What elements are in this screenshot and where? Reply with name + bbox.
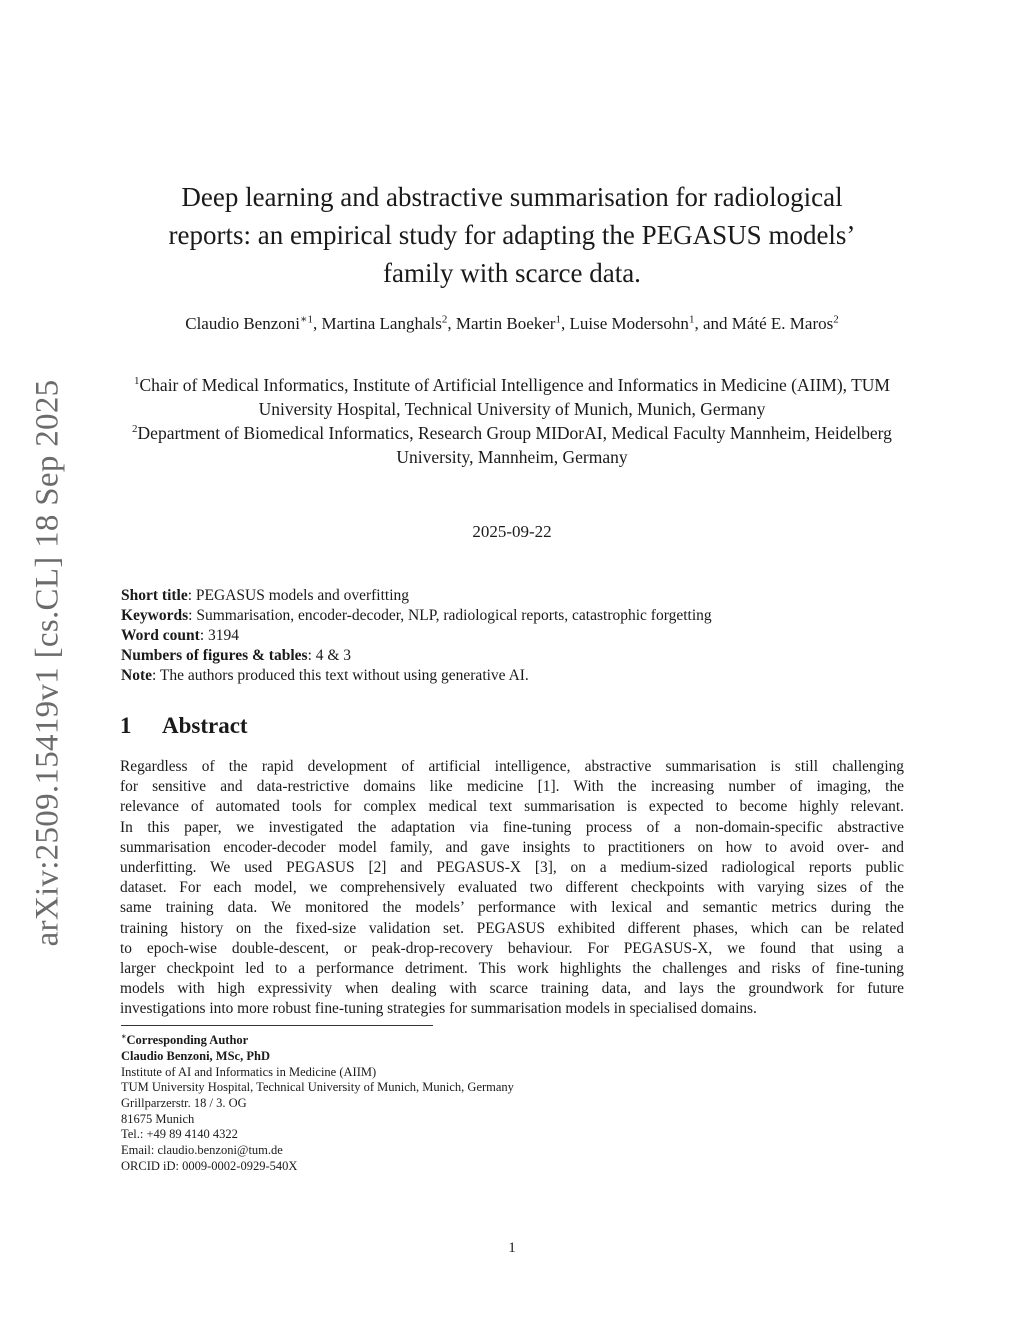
meta-label: Word count <box>121 627 200 644</box>
abstract-line: investigations into more robust fine-tuning strategies for summarisation models in specialised domains. <box>120 1000 757 1018</box>
title-line: Deep learning and abstractive summarisation for radiological <box>181 182 843 212</box>
author-affiliation-marker: ∗1 <box>299 313 313 326</box>
footnote-divider <box>121 1025 433 1026</box>
meta-row <box>121 626 712 646</box>
meta-label: Numbers of figures & tables <box>121 647 308 664</box>
abstract-line: relevance of automated tools for complex medical text summarisation is expected to become highly relevant. <box>120 798 904 816</box>
footnote-heading-line <box>121 1029 514 1049</box>
meta-row <box>121 666 712 686</box>
abstract-line: summarisation encoder-decoder model family, and gave insights to practitioners on how to avoid over- and <box>120 838 904 856</box>
abstract-line: training history on the fixed-size validation set. PEGASUS exhibited different phases, which can be related <box>120 919 904 937</box>
author-affiliation-marker: 2 <box>441 313 448 326</box>
affiliations <box>130 373 894 469</box>
corresponding-author-footnote <box>121 1029 514 1174</box>
meta-row <box>121 606 712 626</box>
meta-value: : The authors produced this text without using generative AI. <box>152 667 529 684</box>
affiliation-marker: 2 <box>132 423 138 436</box>
meta-value: : 3194 <box>199 627 239 644</box>
meta-label: Keywords <box>121 607 189 624</box>
author-name: , Martin Boeker <box>447 314 556 333</box>
paper-title <box>0 178 1024 292</box>
abstract-body <box>120 757 904 1020</box>
footnote-heading: Corresponding Author <box>126 1033 249 1048</box>
author-affiliation-marker: 1 <box>555 313 561 326</box>
affiliation-item <box>130 421 894 469</box>
affiliation-item <box>130 373 894 421</box>
abstract-line: Regardless of the rapid development of artificial intelligence, abstractive summarisation is still challenging <box>120 758 904 775</box>
footnote-author-name: Claudio Benzoni, MSc, PhD <box>121 1048 270 1063</box>
footnote-marker: ∗ <box>121 1032 127 1041</box>
author-list <box>120 312 904 336</box>
abstract-line: dataset. For each model, we comprehensively evaluated two different checkpoints with varying sizes of the <box>120 879 904 897</box>
title-line: reports: an empirical study for adapting the PEGASUS models’ <box>168 220 856 250</box>
abstract-line: for sensitive and data-restrictive domains like medicine [1]. With the increasing number of imaging, the <box>120 778 904 796</box>
footnote-line: Tel.: +49 89 4140 4322 <box>121 1127 238 1142</box>
publication-date: 2025-09-22 <box>472 522 552 541</box>
arxiv-identifier-stamp: arXiv:2509.15419v1 [cs.CL] 18 Sep 2025 <box>29 379 66 947</box>
author-name: , Luise Modersohn <box>560 314 689 333</box>
title-line: family with scarce data. <box>383 258 641 288</box>
author-name: , Martina Langhals <box>312 314 442 333</box>
abstract-line: larger checkpoint led to a performance detriment. This work highlights the challenges and risks of fine-tuning <box>120 960 904 978</box>
footnote-line: 81675 Munich <box>121 1111 195 1126</box>
author-affiliation-marker: 1 <box>688 313 695 326</box>
meta-value: : PEGASUS models and overfitting <box>187 587 410 604</box>
footnote-email: Email: claudio.benzoni@tum.de <box>121 1143 283 1158</box>
author-name: , and Máté E. Maros <box>694 314 834 333</box>
meta-label: Note <box>121 667 152 684</box>
page-number: 1 <box>508 1240 516 1256</box>
footnote-line: Institute of AI and Informatics in Medicine (AIIM) <box>121 1064 377 1079</box>
abstract-line: underfitting. We used PEGASUS [2] and PEGASUS-X [3], on a medium-sized radiological reports public <box>120 859 904 877</box>
affiliation-text: Department of Biomedical Informatics, Research Group MIDorAI, Medical Faculty Mannheim, Heidelberg University, Mannheim, Germany <box>137 423 892 467</box>
footnote-orcid: ORCID iD: 0009-0002-0929-540X <box>121 1158 298 1173</box>
footnote-line: Grillparzerstr. 18 / 3. OG <box>121 1095 247 1110</box>
abstract-line: In this paper, we investigated the adaptation via fine-tuning process of a non-domain-specific abstractive <box>120 818 904 836</box>
abstract-line: models with high expressivity when dealing with scarce training data, and lays the groundwork for future <box>120 980 904 998</box>
meta-label: Short title <box>121 587 188 604</box>
section-title: Abstract <box>162 713 248 738</box>
section-number: 1 <box>120 713 132 738</box>
abstract-line: same training data. We monitored the models’ performance with lexical and semantic metrics during the <box>120 899 904 917</box>
paper-metadata <box>121 586 712 686</box>
meta-row <box>121 646 712 666</box>
footnote-line: TUM University Hospital, Technical University of Munich, Munich, Germany <box>121 1080 514 1095</box>
meta-row <box>121 586 712 606</box>
author-affiliation-marker: 2 <box>833 313 839 326</box>
affiliation-text: Chair of Medical Informatics, Institute of Artificial Intelligence and Informatics in Medicine (AIIM), TUM University Hospital, Technical University of Munich, Munich, Germany <box>139 375 890 419</box>
meta-value: : 4 & 3 <box>307 647 352 664</box>
meta-value: : Summarisation, encoder-decoder, NLP, radiological reports, catastrophic forgetting <box>188 607 712 624</box>
affiliation-marker: 1 <box>134 375 140 388</box>
section-heading-abstract <box>120 713 248 739</box>
author-name: Claudio Benzoni <box>185 314 300 333</box>
abstract-line: to epoch-wise double-descent, or peak-drop-recovery behaviour. For PEGASUS-X, we found that using a <box>120 939 904 957</box>
